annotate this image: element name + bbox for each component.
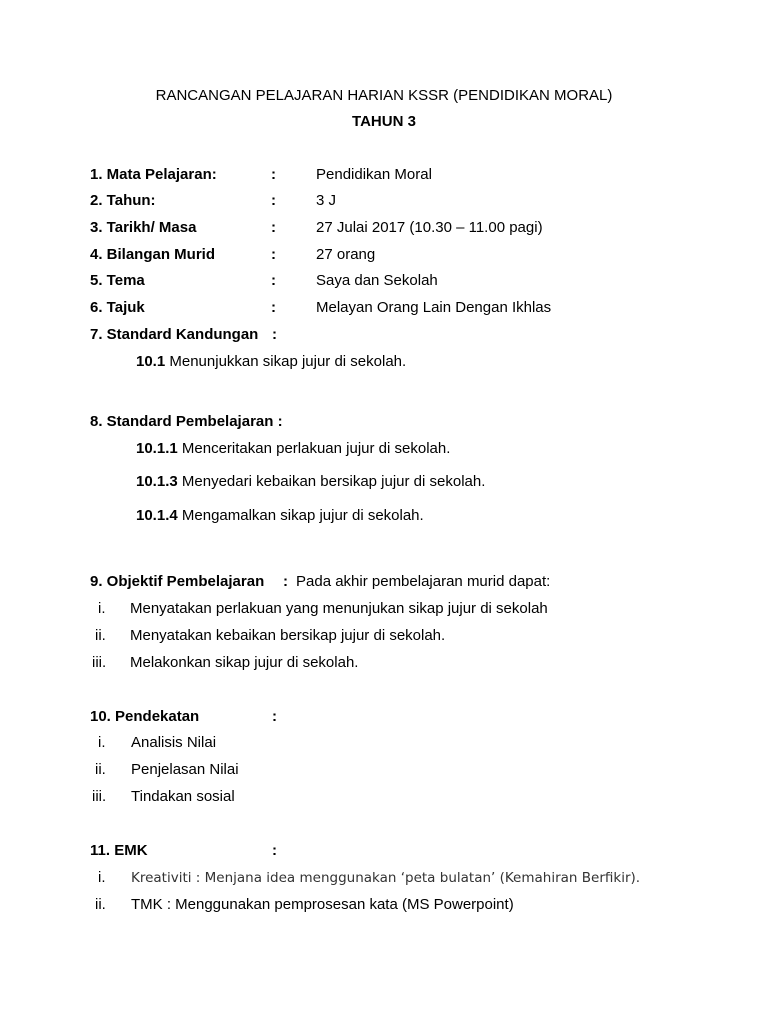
field-value: 27 Julai 2017 (10.30 – 11.00 pagi) bbox=[316, 219, 543, 236]
item-text: TMK : Menggunakan pemprosesan kata (MS Powerpoint) bbox=[131, 896, 514, 913]
section-colon: : bbox=[277, 413, 283, 430]
field-colon: : bbox=[271, 166, 276, 183]
item-number: i. bbox=[98, 600, 106, 617]
field-value: 3 J bbox=[316, 192, 337, 209]
section-heading: 11. EMK bbox=[90, 842, 148, 859]
item-number: i. bbox=[98, 734, 106, 751]
field-label: 1. Mata Pelajaran: bbox=[90, 166, 217, 183]
field-label: 2. Tahun: bbox=[90, 192, 156, 209]
item-number: iii. bbox=[92, 788, 107, 805]
field-label: 5. Tema bbox=[90, 272, 145, 289]
section-intro: Pada akhir pembelajaran murid dapat: bbox=[296, 573, 551, 590]
field-colon: : bbox=[271, 299, 276, 316]
list-item bbox=[136, 507, 424, 525]
item-code: 10.1 bbox=[136, 353, 166, 370]
section-heading-wrap bbox=[90, 413, 283, 431]
section-heading: 10. Pendekatan bbox=[90, 708, 200, 725]
section-heading: 8. Standard Pembelajaran bbox=[90, 413, 274, 430]
item-text: Menunjukkan sikap jujur di sekolah. bbox=[169, 353, 407, 370]
item-code: 10.1.3 bbox=[136, 473, 178, 490]
section-heading: 7. Standard Kandungan bbox=[90, 326, 259, 343]
item-code: 10.1.4 bbox=[136, 507, 178, 524]
item-number: ii. bbox=[95, 627, 106, 644]
field-label: 6. Tajuk bbox=[90, 299, 145, 316]
section-colon: : bbox=[283, 573, 288, 590]
field-value: Pendidikan Moral bbox=[316, 166, 432, 183]
item-text: Melakonkan sikap jujur di sekolah. bbox=[130, 654, 359, 671]
item-text: Tindakan sosial bbox=[131, 788, 235, 805]
field-value: Saya dan Sekolah bbox=[316, 272, 438, 289]
item-text: Menyatakan kebaikan bersikap jujur di sekolah. bbox=[130, 627, 446, 644]
field-value: Melayan Orang Lain Dengan Ikhlas bbox=[316, 299, 552, 316]
item-text: Penjelasan Nilai bbox=[131, 761, 239, 778]
field-value: 27 orang bbox=[316, 246, 376, 263]
section-colon: : bbox=[272, 326, 277, 343]
item-text: Menceritakan perlakuan jujur di sekolah. bbox=[181, 440, 451, 457]
field-label: 4. Bilangan Murid bbox=[90, 246, 216, 263]
section-colon: : bbox=[272, 708, 277, 725]
item-number: ii. bbox=[95, 761, 106, 778]
list-item bbox=[136, 353, 406, 371]
field-colon: : bbox=[271, 246, 276, 263]
field-label: 3. Tarikh/ Masa bbox=[90, 219, 197, 236]
item-text: Analisis Nilai bbox=[131, 734, 217, 751]
item-text: Menyatakan perlakuan yang menunjukan sikap jujur di sekolah bbox=[130, 600, 548, 617]
field-colon: : bbox=[271, 192, 276, 209]
item-number: ii. bbox=[95, 896, 106, 913]
document-title: RANCANGAN PELAJARAN HARIAN KSSR (PENDIDIKAN MORAL) bbox=[155, 87, 613, 104]
item-code: 10.1.1 bbox=[136, 440, 178, 457]
item-text: Menyedari kebaikan bersikap jujur di sekolah. bbox=[181, 473, 486, 490]
list-item bbox=[136, 473, 485, 491]
field-colon: : bbox=[271, 219, 276, 236]
item-number: i. bbox=[98, 869, 106, 886]
section-colon: : bbox=[272, 842, 277, 859]
document-subtitle: TAHUN 3 bbox=[352, 113, 416, 130]
list-item bbox=[136, 440, 450, 458]
field-colon: : bbox=[271, 272, 276, 289]
item-text: Mengamalkan sikap jujur di sekolah. bbox=[181, 507, 424, 524]
item-text: Kreativiti : Menjana idea menggunakan ‘peta bulatan’ (Kemahiran Berfikir). bbox=[131, 870, 641, 886]
section-heading: 9. Objektif Pembelajaran bbox=[90, 573, 265, 590]
item-number: iii. bbox=[92, 654, 107, 671]
